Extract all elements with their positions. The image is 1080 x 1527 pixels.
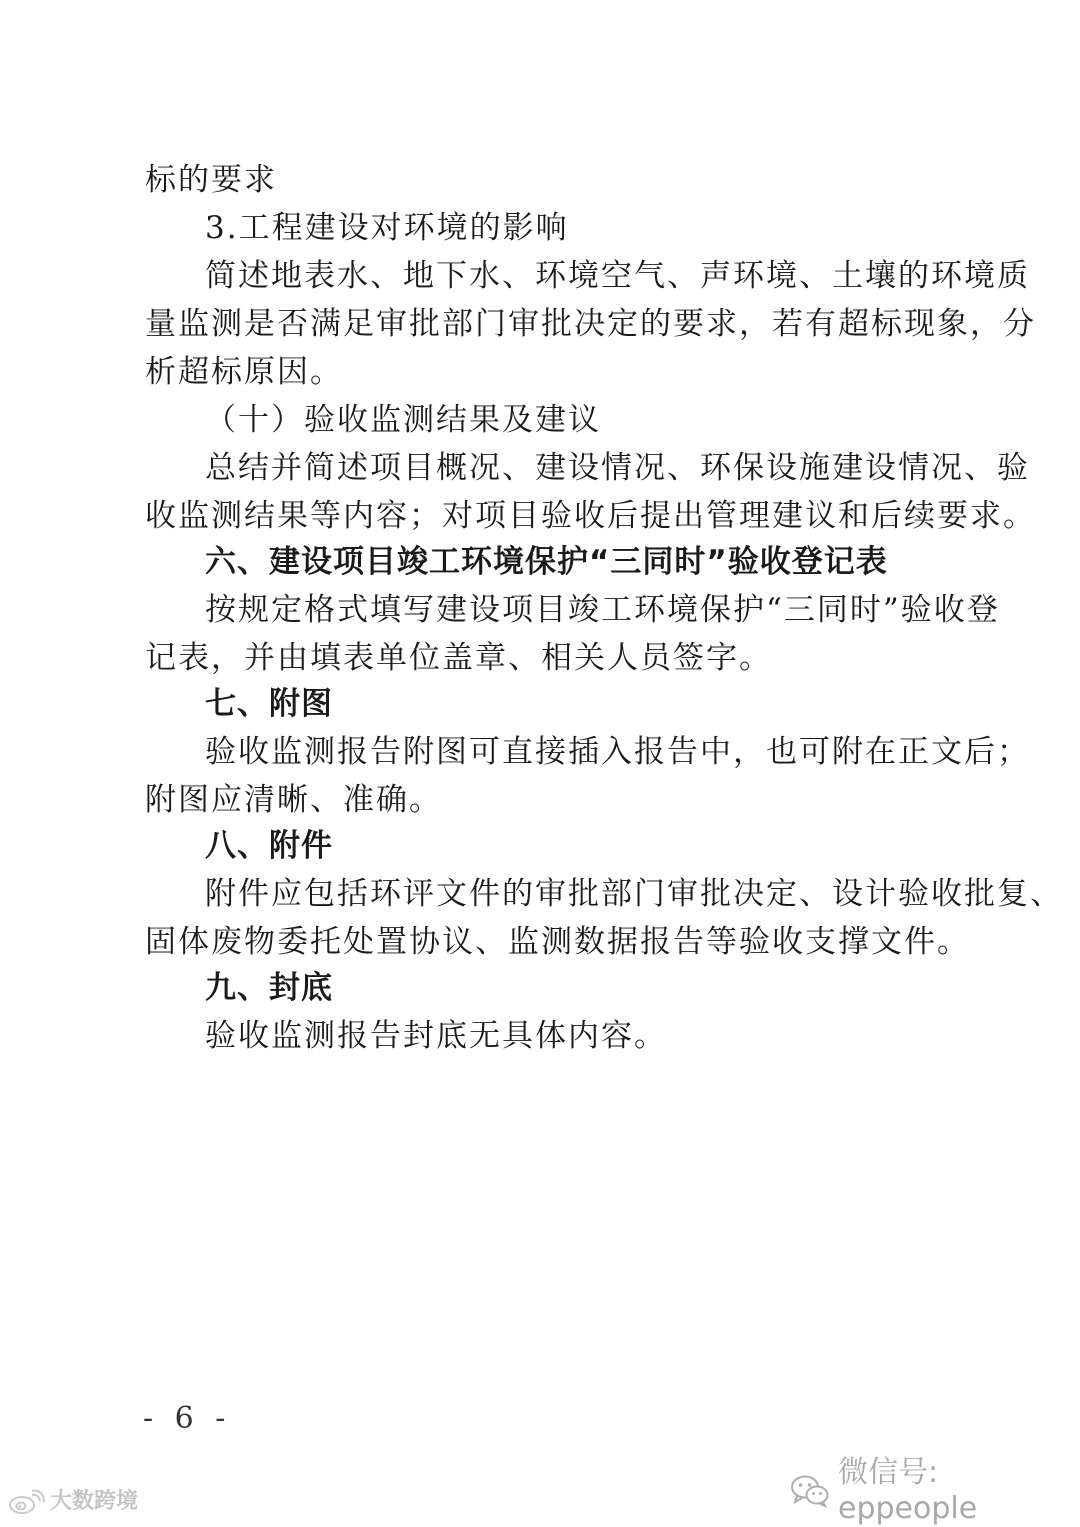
- body-line: 固体废物委托处置协议、监测数据报告等验收支撑文件。: [145, 924, 970, 960]
- body-line: 验收监测报告封底无具体内容。: [205, 1018, 667, 1054]
- section-heading: 九、封底: [205, 970, 333, 1006]
- site-name: 大数跨境: [50, 1489, 139, 1514]
- body-line: 3.工程建设对环境的影响: [205, 210, 569, 246]
- body-line: 总结并简述项目概况、建设情况、环保设施建设情况、验: [205, 450, 1030, 486]
- body-line: 收监测结果等内容；对项目验收后提出管理建议和后续要求。: [145, 498, 1036, 534]
- wechat-icon: [790, 1474, 830, 1508]
- body-line: 附件应包括环评文件的审批部门审批决定、设计验收批复、: [205, 876, 1063, 912]
- body-line: 附图应清晰、准确。: [145, 782, 442, 818]
- body-line: 量监测是否满足审批部门审批决定的要求，若有超标现象，分: [145, 306, 1036, 342]
- section-heading: 七、附图: [205, 686, 333, 722]
- body-line: 验收监测报告附图可直接插入报告中，也可附在正文后；: [205, 734, 1030, 770]
- wechat-id: 微信号: eppeople: [838, 1455, 978, 1526]
- body-line: 记表，并由填表单位盖章、相关人员签字。: [145, 640, 772, 676]
- page-number: - 6 -: [143, 1401, 232, 1436]
- site-watermark: [8, 1488, 138, 1516]
- section-heading: 六、建设项目竣工环境保护“三同时”验收登记表: [205, 544, 888, 580]
- wechat-watermark: [790, 1455, 1080, 1527]
- section-heading: 八、附件: [205, 828, 333, 864]
- body-line: （十）验收监测结果及建议: [205, 402, 601, 438]
- body-line: 析超标原因。: [145, 354, 343, 390]
- body-line: 简述地表水、地下水、环境空气、声环境、土壤的环境质: [205, 258, 1030, 294]
- body-line: 标的要求: [145, 162, 277, 198]
- body-line: 按规定格式填写建设项目竣工环境保护“三同时”验收登: [205, 592, 1000, 628]
- weibo-icon: [8, 1489, 46, 1515]
